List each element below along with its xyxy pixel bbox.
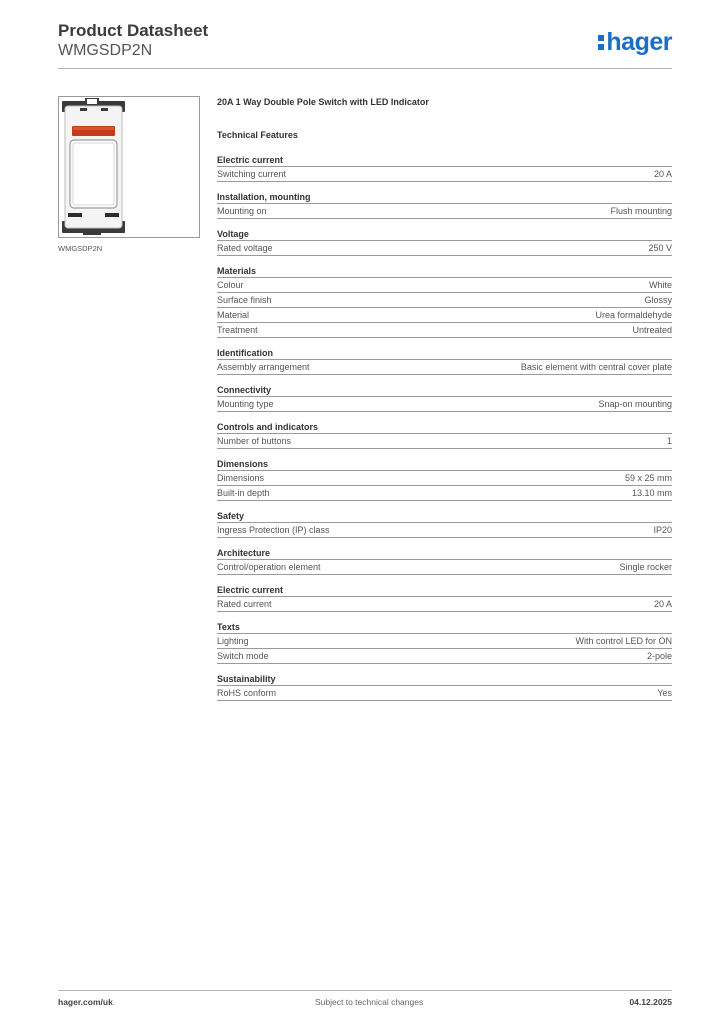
section-title: Identification bbox=[217, 347, 672, 360]
spec-row bbox=[217, 397, 672, 412]
logo-text: hager bbox=[606, 28, 672, 56]
spec-row bbox=[217, 597, 672, 612]
spec-value: 2-pole bbox=[646, 651, 672, 661]
spec-label: Treatment bbox=[217, 325, 258, 335]
spec-sections bbox=[217, 154, 672, 701]
spec-label: Switch mode bbox=[217, 651, 269, 661]
spec-section bbox=[217, 621, 672, 664]
section-title: Electric current bbox=[217, 584, 672, 597]
page-header bbox=[58, 21, 208, 60]
page-title: Product Datasheet bbox=[58, 21, 209, 40]
spec-value: Flush mounting bbox=[610, 206, 672, 216]
spec-row bbox=[217, 434, 672, 449]
spec-section bbox=[217, 421, 672, 449]
spec-value: White bbox=[648, 280, 672, 290]
footer-website-link[interactable]: hager.com/uk bbox=[58, 997, 113, 1007]
section-title: Texts bbox=[217, 621, 672, 634]
spec-value: Glossy bbox=[644, 295, 672, 305]
spec-row bbox=[217, 560, 672, 575]
spec-row bbox=[217, 204, 672, 219]
spec-label: Built-in depth bbox=[217, 488, 270, 498]
spec-label: Number of buttons bbox=[217, 436, 292, 446]
spec-section bbox=[217, 228, 672, 256]
spec-value: 59 x 25 mm bbox=[624, 473, 672, 483]
section-title: Safety bbox=[217, 510, 672, 523]
spec-row bbox=[217, 523, 672, 538]
spec-row bbox=[217, 360, 672, 375]
section-title: Installation, mounting bbox=[217, 191, 672, 204]
spec-row bbox=[217, 241, 672, 256]
section-title: Dimensions bbox=[217, 458, 672, 471]
spec-section bbox=[217, 384, 672, 412]
spec-label: Control/operation element bbox=[217, 562, 321, 572]
section-title: Electric current bbox=[217, 154, 672, 167]
spec-value: 20 A bbox=[653, 599, 672, 609]
spec-value: Urea formaldehyde bbox=[595, 310, 672, 320]
spec-label: Rated current bbox=[217, 599, 272, 609]
spec-row bbox=[217, 323, 672, 338]
technical-features-heading: Technical Features bbox=[217, 130, 298, 140]
section-title: Architecture bbox=[217, 547, 672, 560]
spec-section bbox=[217, 673, 672, 701]
spec-value: Single rocker bbox=[619, 562, 672, 572]
spec-value: 20 A bbox=[653, 169, 672, 179]
spec-label: Ingress Protection (IP) class bbox=[217, 525, 330, 535]
spec-value: 250 V bbox=[648, 243, 672, 253]
spec-label: Rated voltage bbox=[217, 243, 273, 253]
product-image bbox=[58, 96, 200, 238]
spec-section bbox=[217, 458, 672, 501]
spec-value: 1 bbox=[666, 436, 672, 446]
section-title: Materials bbox=[217, 265, 672, 278]
spec-value: 13.10 mm bbox=[631, 488, 672, 498]
section-title: Controls and indicators bbox=[217, 421, 672, 434]
spec-label: Material bbox=[217, 310, 250, 320]
footer-divider bbox=[58, 990, 672, 991]
spec-value: With control LED for ON bbox=[575, 636, 672, 646]
spec-value: Untreated bbox=[632, 325, 672, 335]
hager-logo[interactable] bbox=[598, 28, 672, 56]
spec-label: Mounting type bbox=[217, 399, 274, 409]
spec-section bbox=[217, 547, 672, 575]
spec-label: RoHS conform bbox=[217, 688, 277, 698]
switch-illustration bbox=[59, 97, 199, 237]
spec-row bbox=[217, 278, 672, 293]
spec-label: Mounting on bbox=[217, 206, 267, 216]
section-title: Sustainability bbox=[217, 673, 672, 686]
spec-row bbox=[217, 471, 672, 486]
spec-label: Lighting bbox=[217, 636, 249, 646]
image-caption: WMGSDP2N bbox=[58, 244, 103, 253]
spec-label: Switching current bbox=[217, 169, 287, 179]
spec-row bbox=[217, 686, 672, 701]
spec-row bbox=[217, 486, 672, 501]
spec-section bbox=[217, 584, 672, 612]
spec-value: Basic element with central cover plate bbox=[520, 362, 672, 372]
specification-content bbox=[217, 96, 672, 710]
spec-label: Assembly arrangement bbox=[217, 362, 310, 372]
spec-row bbox=[217, 293, 672, 308]
product-code: WMGSDP2N bbox=[58, 42, 153, 59]
spec-label: Surface finish bbox=[217, 295, 272, 305]
footer-date: 04.12.2025 bbox=[629, 997, 672, 1007]
spec-label: Dimensions bbox=[217, 473, 265, 483]
spec-value: Yes bbox=[657, 688, 672, 698]
spec-section bbox=[217, 510, 672, 538]
spec-value: Snap-on mounting bbox=[598, 399, 672, 409]
spec-row bbox=[217, 308, 672, 323]
spec-section bbox=[217, 154, 672, 182]
header-divider bbox=[58, 68, 672, 69]
spec-section bbox=[217, 347, 672, 375]
spec-value: IP20 bbox=[653, 525, 672, 535]
section-title: Voltage bbox=[217, 228, 672, 241]
spec-label: Colour bbox=[217, 280, 244, 290]
spec-row bbox=[217, 649, 672, 664]
logo-colon-icon bbox=[598, 33, 605, 51]
spec-section bbox=[217, 191, 672, 219]
section-title: Connectivity bbox=[217, 384, 672, 397]
spec-row bbox=[217, 634, 672, 649]
product-title: 20A 1 Way Double Pole Switch with LED Indicator bbox=[217, 97, 429, 107]
spec-section bbox=[217, 265, 672, 338]
footer-notice: Subject to technical changes bbox=[315, 997, 424, 1007]
spec-row bbox=[217, 167, 672, 182]
